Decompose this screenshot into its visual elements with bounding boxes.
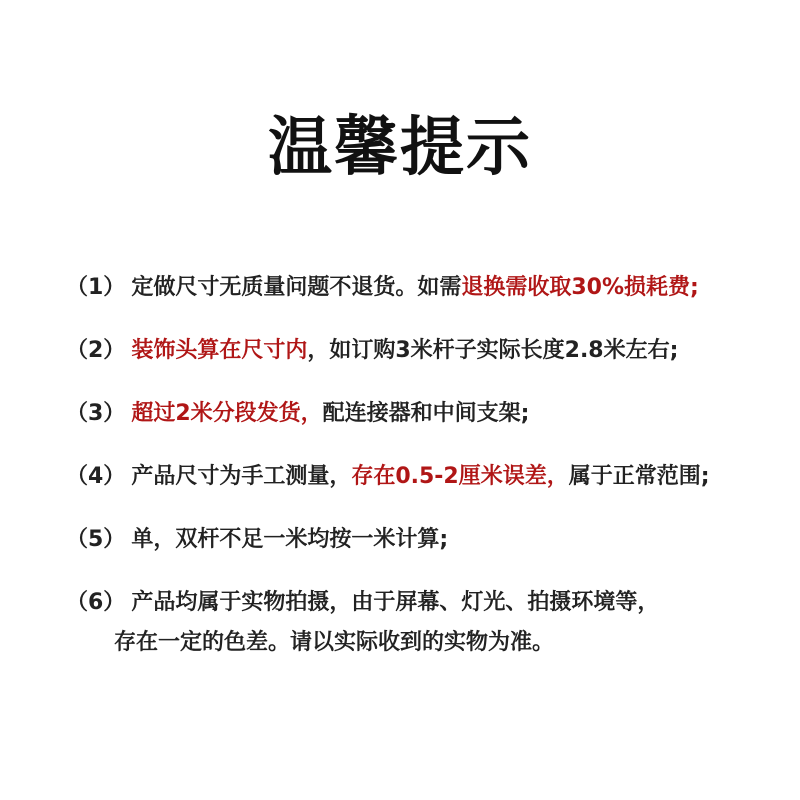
- notice-list: [66, 268, 766, 663]
- notice-item-5: [66, 520, 766, 560]
- item-number: （6）: [66, 590, 126, 615]
- notice-item-4: [66, 457, 766, 497]
- item-text: 产品尺寸为手工测量，: [131, 464, 352, 489]
- item-highlight: 退换需收取30%损耗费;: [461, 275, 699, 300]
- page-title: 温馨提示: [268, 111, 532, 185]
- notice-item-6-continuation: 存在一定的色差。请以实际收到的实物为准。: [114, 630, 555, 655]
- item-number: （5）: [66, 527, 126, 552]
- item-highlight: 存在0.5-2厘米误差，: [351, 464, 569, 489]
- notice-item-2: [66, 331, 766, 371]
- item-highlight: 装饰头算在尺寸内: [131, 338, 308, 363]
- item-number: （3）: [66, 401, 126, 426]
- notice-item-3: [66, 394, 766, 434]
- notice-item-1: [66, 268, 766, 308]
- item-text: 定做尺寸无质量问题不退货。如需: [131, 275, 462, 300]
- notice-item-6: [66, 583, 766, 623]
- item-number: （1）: [66, 275, 126, 300]
- item-text-tail: 属于正常范围;: [568, 464, 710, 489]
- item-number: （4）: [66, 464, 126, 489]
- item-text: 单，双杆不足一米均按一米计算;: [131, 527, 449, 552]
- item-text: ，如订购3米杆子实际长度2.8米左右;: [307, 338, 679, 363]
- item-text: 产品均属于实物拍摄，由于屏幕、灯光、拍摄环境等，: [131, 590, 660, 615]
- item-number: （2）: [66, 338, 126, 363]
- item-text: 配连接器和中间支架;: [322, 401, 530, 426]
- item-highlight: 超过2米分段发货，: [131, 401, 323, 426]
